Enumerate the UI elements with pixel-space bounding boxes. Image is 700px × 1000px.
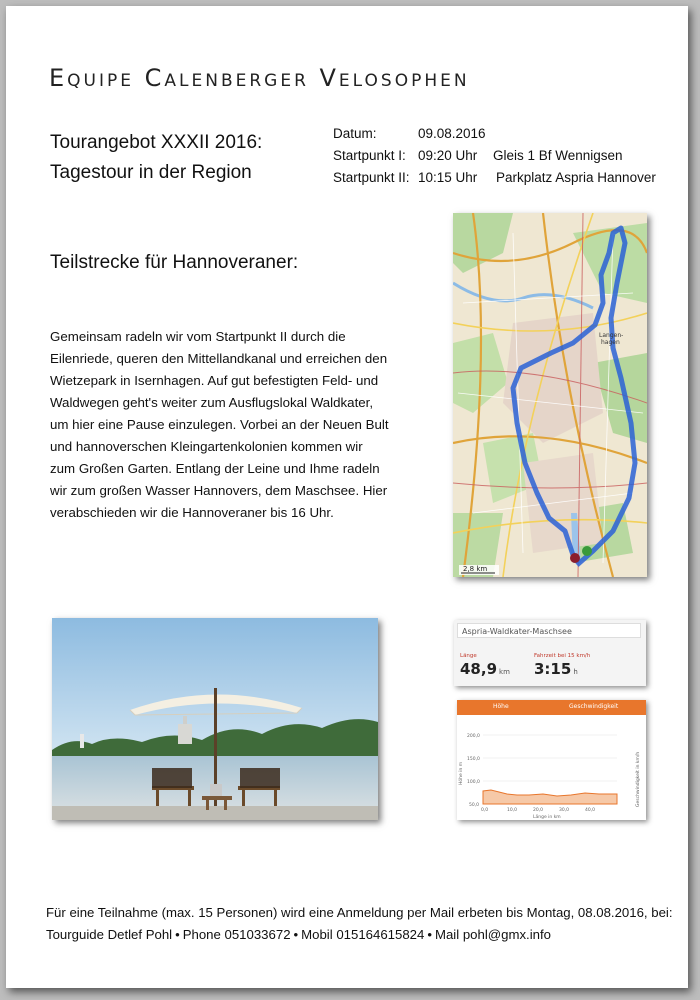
time-unit: h bbox=[573, 668, 578, 676]
route-description: Gemeinsam radeln wir vom Startpunkt II durch die Eilenriede, queren den Mittellandkanal und erreichen den Wietzepark in Isernhagen. Auf gut befestigten Feld- und Waldwegen geht's weiter zum Ausflugslokal Waldkater, um hier eine Pause einzulegen. Vorbei an der Neuen Bult und hannoverschen Kleingartenkolonien kommen wir zum Großen Garten. Entlang der Leine und Ihme radeln wir zum großen Wasser Hannovers, dem Maschsee. Hier verabschieden wir die Hannoveraner bis 16 Uhr. bbox=[50, 329, 389, 520]
time-label: Fahrzeit bei 15 km/h bbox=[534, 653, 591, 659]
phone: Phone 051033672 bbox=[182, 927, 291, 942]
x-tick: 0,0 bbox=[481, 808, 489, 813]
bullet: • bbox=[293, 927, 299, 942]
tab-geschwindigkeit[interactable]: Geschwindigkeit bbox=[569, 703, 619, 710]
y-axis-label: Höhe in m bbox=[459, 761, 464, 785]
info-label: Startpunkt I: bbox=[333, 148, 406, 163]
elevation-profile bbox=[457, 700, 646, 820]
y-tick: 200,0 bbox=[467, 734, 480, 739]
time-number: 3:15 bbox=[534, 660, 572, 678]
contact-line bbox=[46, 924, 673, 946]
elevation-chart bbox=[457, 715, 646, 820]
map-graphic bbox=[453, 213, 647, 577]
x-tick: 40,0 bbox=[585, 808, 596, 813]
x-axis-label: Länge in km bbox=[533, 815, 561, 820]
side-axis-label: Geschwindigkeit in km/h bbox=[636, 751, 641, 807]
y-tick: 150,0 bbox=[467, 757, 480, 762]
tourguide: Tourguide Detlef Pohl bbox=[46, 927, 173, 942]
registration-note: Für eine Teilnahme (max. 15 Personen) wird eine Anmeldung per Mail erbeten bis Montag, 08.08.2016, bei: bbox=[46, 905, 673, 920]
route-stats-panel bbox=[454, 620, 646, 686]
info-place: Parkplatz Aspria Hannover bbox=[496, 170, 656, 185]
length-unit: km bbox=[499, 668, 510, 676]
tour-heading-line1: Tourangebot XXXII 2016: bbox=[50, 132, 263, 153]
x-tick: 20,0 bbox=[533, 808, 544, 813]
mail[interactable]: Mail pohl@gmx.info bbox=[434, 927, 551, 942]
info-time: 09.08.2016 bbox=[418, 126, 486, 141]
length-value bbox=[460, 660, 510, 678]
tour-heading-line2: Tagestour in der Region bbox=[50, 162, 252, 183]
tour-heading bbox=[50, 128, 262, 188]
section-title: Teilstrecke für Hannoveraner: bbox=[50, 252, 299, 273]
route-map bbox=[453, 213, 647, 577]
info-label: Startpunkt II: bbox=[333, 170, 410, 185]
y-tick: 50,0 bbox=[469, 803, 480, 808]
map-place-label: hagen bbox=[601, 339, 620, 346]
x-tick: 30,0 bbox=[559, 808, 570, 813]
mobile: Mobil 015164615824 bbox=[301, 927, 425, 942]
elevation-tabs bbox=[457, 700, 646, 715]
map-scale: 2,8 km bbox=[463, 565, 488, 573]
info-label: Datum: bbox=[333, 126, 377, 141]
x-tick: 10,0 bbox=[507, 808, 518, 813]
photo-graphic bbox=[52, 618, 378, 820]
bullet: • bbox=[427, 927, 432, 942]
bullet: • bbox=[175, 927, 180, 942]
route-name: Aspria-Waldkater-Maschsee bbox=[457, 623, 641, 638]
info-time: 09:20 Uhr bbox=[418, 148, 478, 163]
length-label: Länge bbox=[460, 653, 477, 659]
footer bbox=[46, 902, 673, 946]
info-place: Gleis 1 Bf Wennigsen bbox=[493, 148, 623, 163]
tab-hoehe[interactable]: Höhe bbox=[493, 703, 509, 710]
page-title: Equipe Calenberger Velosophen bbox=[49, 64, 470, 92]
info-time: 10:15 Uhr bbox=[418, 170, 478, 185]
maschsee-photo bbox=[52, 618, 378, 820]
time-value bbox=[534, 660, 578, 678]
map-place-label: Langen- bbox=[599, 332, 624, 339]
length-number: 48,9 bbox=[460, 660, 498, 678]
y-tick: 100,0 bbox=[467, 780, 480, 785]
